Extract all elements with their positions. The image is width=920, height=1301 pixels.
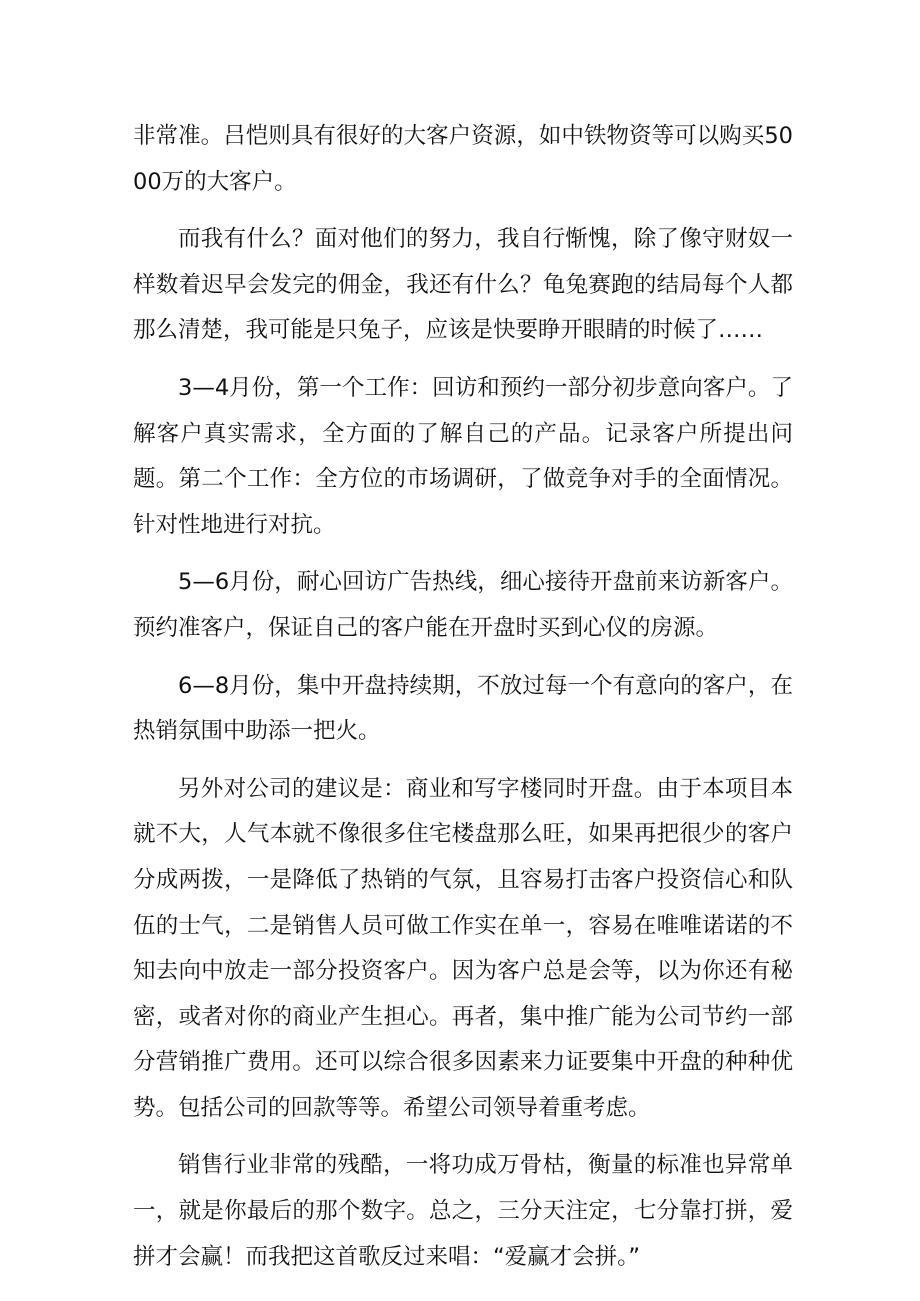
document-body bbox=[133, 114, 793, 1292]
paragraph-4: 5—6月份，耐心回访广告热线，细心接待开盘前来访新客户。预约准客户，保证自己的客户能在开盘时买到心仪的房源。 bbox=[133, 569, 793, 641]
paragraph-6: 另外对公司的建议是：商业和写字楼同时开盘。由于本项目本就不大，人气本就不像很多住宅楼盘那么旺，如果再把很少的客户分成两拨，一是降低了热销的气氛，且容易打击客户投资信心和队伍的士气，二是销售人员可做工作实在单一，容易在唯唯诺诺的不知去向中放走一部分投资客户。因为客户总是会等，以为你还有秘密，或者对你的商业产生担心。再者，集中推广能为公司节约一部分营销推广费用。还可以综合很多因素来力证要集中开盘的种种优势。包括公司的回款等等。希望公司领导着重考虑。 bbox=[133, 775, 793, 1121]
paragraph-1: 非常准。吕恺则具有很好的大客户资源，如中铁物资等可以购买5000万的大客户。 bbox=[133, 123, 793, 195]
paragraph-3: 3—4月份，第一个工作：回访和预约一部分初步意向客户。了解客户真实需求，全方面的了解自己的产品。记录客户所提出问题。第二个工作：全方位的市场调研，了做竞争对手的全面情况。针对性地进行对抗。 bbox=[133, 374, 793, 538]
paragraph-5: 6—8月份，集中开盘持续期，不放过每一个有意向的客户，在热销氛围中助添一把火。 bbox=[133, 672, 793, 745]
paragraph-7: 销售行业非常的残酷，一将功成万骨枯，衡量的标准也异常单一，就是你最后的那个数字。总之，三分天注定，七分靠打拼，爱拼才会赢！而我把这首歌反过来唱：“爱赢才会拼。” bbox=[133, 1152, 793, 1270]
paragraph-2: 而我有什么？面对他们的努力，我自行惭愧，除了像守财奴一样数着迟早会发完的佣金，我还有什么？龟兔赛跑的结局每个人都那么清楚，我可能是只兔子，应该是快要睁开眼睛的时候了…… bbox=[133, 226, 793, 344]
